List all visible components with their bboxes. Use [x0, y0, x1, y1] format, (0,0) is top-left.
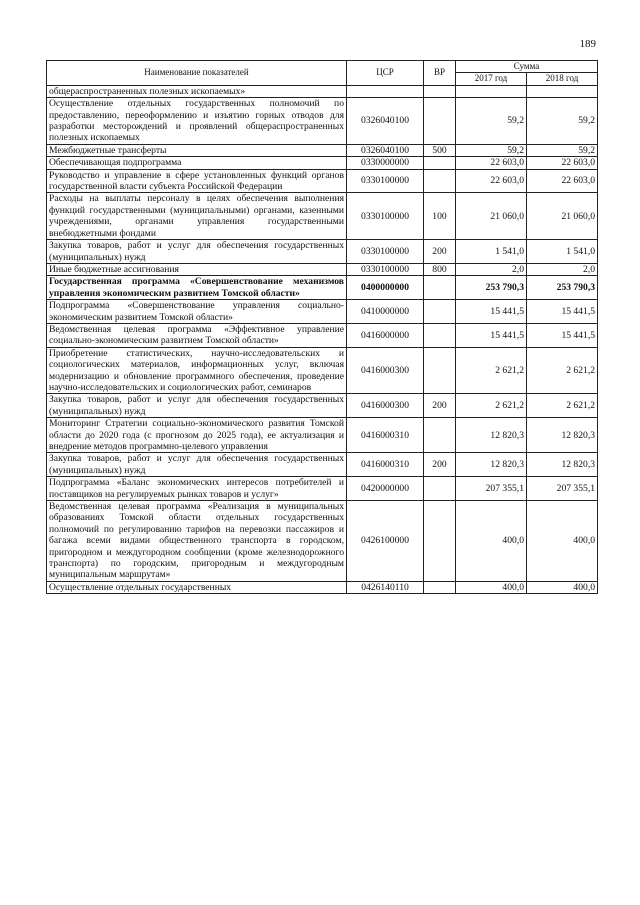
row-sum-2018: 400,0: [527, 501, 598, 582]
table-body: [47, 85, 598, 593]
table-row: [47, 263, 598, 275]
row-vr-code: [424, 581, 456, 593]
row-sum-2017: 59,2: [456, 144, 527, 156]
row-name: Подпрограмма «Совершенствование управления социально-экономическим развитием Томской области»: [47, 300, 347, 324]
row-sum-2017: 400,0: [456, 501, 527, 582]
row-vr-code: 100: [424, 193, 456, 240]
row-sum-2017: 400,0: [456, 581, 527, 593]
row-csr-code: 0420000000: [347, 477, 424, 501]
table-row: [47, 501, 598, 582]
row-sum-2017: 1 541,0: [456, 240, 527, 264]
row-sum-2018: 2,0: [527, 263, 598, 275]
row-vr-code: [424, 98, 456, 145]
row-vr-code: [424, 347, 456, 394]
row-sum-2017: 253 790,3: [456, 276, 527, 300]
row-csr-code: 0416000300: [347, 347, 424, 394]
row-csr-code: 0416000310: [347, 453, 424, 477]
row-sum-2017: [456, 85, 527, 97]
page-number: 189: [579, 38, 596, 50]
row-csr-code: 0426140110: [347, 581, 424, 593]
row-vr-code: [424, 157, 456, 169]
table-row: [47, 477, 598, 501]
row-vr-code: [424, 477, 456, 501]
header-vr: ВР: [424, 61, 456, 86]
row-vr-code: 200: [424, 240, 456, 264]
row-csr-code: 0326040100: [347, 98, 424, 145]
row-csr-code: 0326040100: [347, 144, 424, 156]
row-csr-code: 0426100000: [347, 501, 424, 582]
table-row: [47, 98, 598, 145]
row-sum-2018: 1 541,0: [527, 240, 598, 264]
row-sum-2017: 15 441,5: [456, 323, 527, 347]
header-year-2018: 2018 год: [527, 73, 598, 85]
table-row: [47, 276, 598, 300]
row-sum-2018: 2 621,2: [527, 347, 598, 394]
row-sum-2017: 2 621,2: [456, 347, 527, 394]
row-sum-2017: 59,2: [456, 98, 527, 145]
row-name: Закупка товаров, работ и услуг для обеспечения государственных (муниципальных) нужд: [47, 394, 347, 418]
row-sum-2017: 15 441,5: [456, 300, 527, 324]
row-csr-code: 0416000310: [347, 418, 424, 453]
row-name: Межбюджетные трансферты: [47, 144, 347, 156]
row-name: Закупка товаров, работ и услуг для обеспечения государственных (муниципальных) нужд: [47, 453, 347, 477]
row-sum-2017: 21 060,0: [456, 193, 527, 240]
row-sum-2018: 253 790,3: [527, 276, 598, 300]
row-sum-2017: 207 355,1: [456, 477, 527, 501]
row-name: Осуществление отдельных государственных: [47, 581, 347, 593]
row-sum-2017: 12 820,3: [456, 453, 527, 477]
row-vr-code: [424, 276, 456, 300]
row-vr-code: [424, 501, 456, 582]
row-name: общераспространенных полезных ископаемых»: [47, 85, 347, 97]
row-name: Государственная программа «Совершенствование механизмов управления экономическим развитием Томской области»: [47, 276, 347, 300]
row-csr-code: 0416000000: [347, 323, 424, 347]
row-csr-code: 0410000000: [347, 300, 424, 324]
table-row: [47, 157, 598, 169]
table-header: [47, 61, 598, 86]
row-vr-code: 200: [424, 394, 456, 418]
table-row: [47, 581, 598, 593]
header-sum: Сумма: [456, 61, 598, 73]
row-name: Ведомственная целевая программа «Реализация в муниципальных образованиях Томской области отдельных государственных полномочий по регулированию тарифов на перевозки пассажиров и багажа всеми видами общественного транспорта в городском, пригородном и междугородном сообщении (кроме железнодорожного транспорта) по городским, пригородным и междугородным муниципальным маршрутам»: [47, 501, 347, 582]
row-csr-code: 0330100000: [347, 193, 424, 240]
table-row: [47, 418, 598, 453]
row-vr-code: [424, 169, 456, 193]
row-vr-code: [424, 300, 456, 324]
row-sum-2017: 2 621,2: [456, 394, 527, 418]
row-sum-2018: 207 355,1: [527, 477, 598, 501]
row-csr-code: 0400000000: [347, 276, 424, 300]
table-row: [47, 169, 598, 193]
row-vr-code: 500: [424, 144, 456, 156]
row-sum-2018: 400,0: [527, 581, 598, 593]
row-vr-code: [424, 85, 456, 97]
table-row: [47, 453, 598, 477]
table-row: [47, 85, 598, 97]
header-name: Наименование показателей: [47, 61, 347, 86]
table-row: [47, 394, 598, 418]
row-sum-2017: 12 820,3: [456, 418, 527, 453]
row-name: Иные бюджетные ассигнования: [47, 263, 347, 275]
row-csr-code: 0330000000: [347, 157, 424, 169]
row-name: Руководство и управление в сфере установленных функций органов государственной власти субъекта Российской Федерации: [47, 169, 347, 193]
row-sum-2017: 2,0: [456, 263, 527, 275]
row-name: Расходы на выплаты персоналу в целях обеспечения выполнения функций государственными (муниципальными) органами, казенными учреждениями, органами управления государственными внебюджетными фондами: [47, 193, 347, 240]
table-row: [47, 323, 598, 347]
row-sum-2018: 21 060,0: [527, 193, 598, 240]
table-row: [47, 300, 598, 324]
row-sum-2018: 22 603,0: [527, 169, 598, 193]
row-name: Обеспечивающая подпрограмма: [47, 157, 347, 169]
row-csr-code: 0416000300: [347, 394, 424, 418]
row-name: Ведомственная целевая программа «Эффективное управление социально-экономическим развитием Томской области»: [47, 323, 347, 347]
row-name: Осуществление отдельных государственных полномочий по предоставлению, переоформлению и изъятию горных отводов для разработки месторождений и проявлений общераспространенных полезных ископаемых: [47, 98, 347, 145]
row-sum-2018: 59,2: [527, 144, 598, 156]
table-row: [47, 193, 598, 240]
row-sum-2018: 15 441,5: [527, 323, 598, 347]
budget-table: [46, 60, 598, 594]
row-vr-code: 200: [424, 453, 456, 477]
row-name: Закупка товаров, работ и услуг для обеспечения государственных (муниципальных) нужд: [47, 240, 347, 264]
row-sum-2018: 2 621,2: [527, 394, 598, 418]
row-sum-2018: 59,2: [527, 98, 598, 145]
row-csr-code: 0330100000: [347, 240, 424, 264]
row-sum-2017: 22 603,0: [456, 157, 527, 169]
row-csr-code: 0330100000: [347, 169, 424, 193]
row-vr-code: [424, 323, 456, 347]
row-sum-2018: 15 441,5: [527, 300, 598, 324]
table-row: [47, 240, 598, 264]
table-row: [47, 347, 598, 394]
row-csr-code: 0330100000: [347, 263, 424, 275]
row-sum-2018: 22 603,0: [527, 157, 598, 169]
row-sum-2018: [527, 85, 598, 97]
row-name: Мониторинг Стратегии социально-экономического развития Томской области до 2020 года (с прогнозом до 2025 года), ее актуализация и внедрение методов программно-целевого управления: [47, 418, 347, 453]
row-sum-2018: 12 820,3: [527, 453, 598, 477]
row-name: Приобретение статистических, научно-исследовательских и социологических материалов, информационных услуг, включая модернизацию и обновление программного обеспечения, проведение научно-исследовательских и социологических работ, семинаров: [47, 347, 347, 394]
row-sum-2018: 12 820,3: [527, 418, 598, 453]
row-vr-code: [424, 418, 456, 453]
row-csr-code: [347, 85, 424, 97]
table-row: [47, 144, 598, 156]
row-vr-code: 800: [424, 263, 456, 275]
header-year-2017: 2017 год: [456, 73, 527, 85]
row-name: Подпрограмма «Баланс экономических интересов потребителей и поставщиков на регулируемых рынках товаров и услуг»: [47, 477, 347, 501]
row-sum-2017: 22 603,0: [456, 169, 527, 193]
header-csr: ЦСР: [347, 61, 424, 86]
